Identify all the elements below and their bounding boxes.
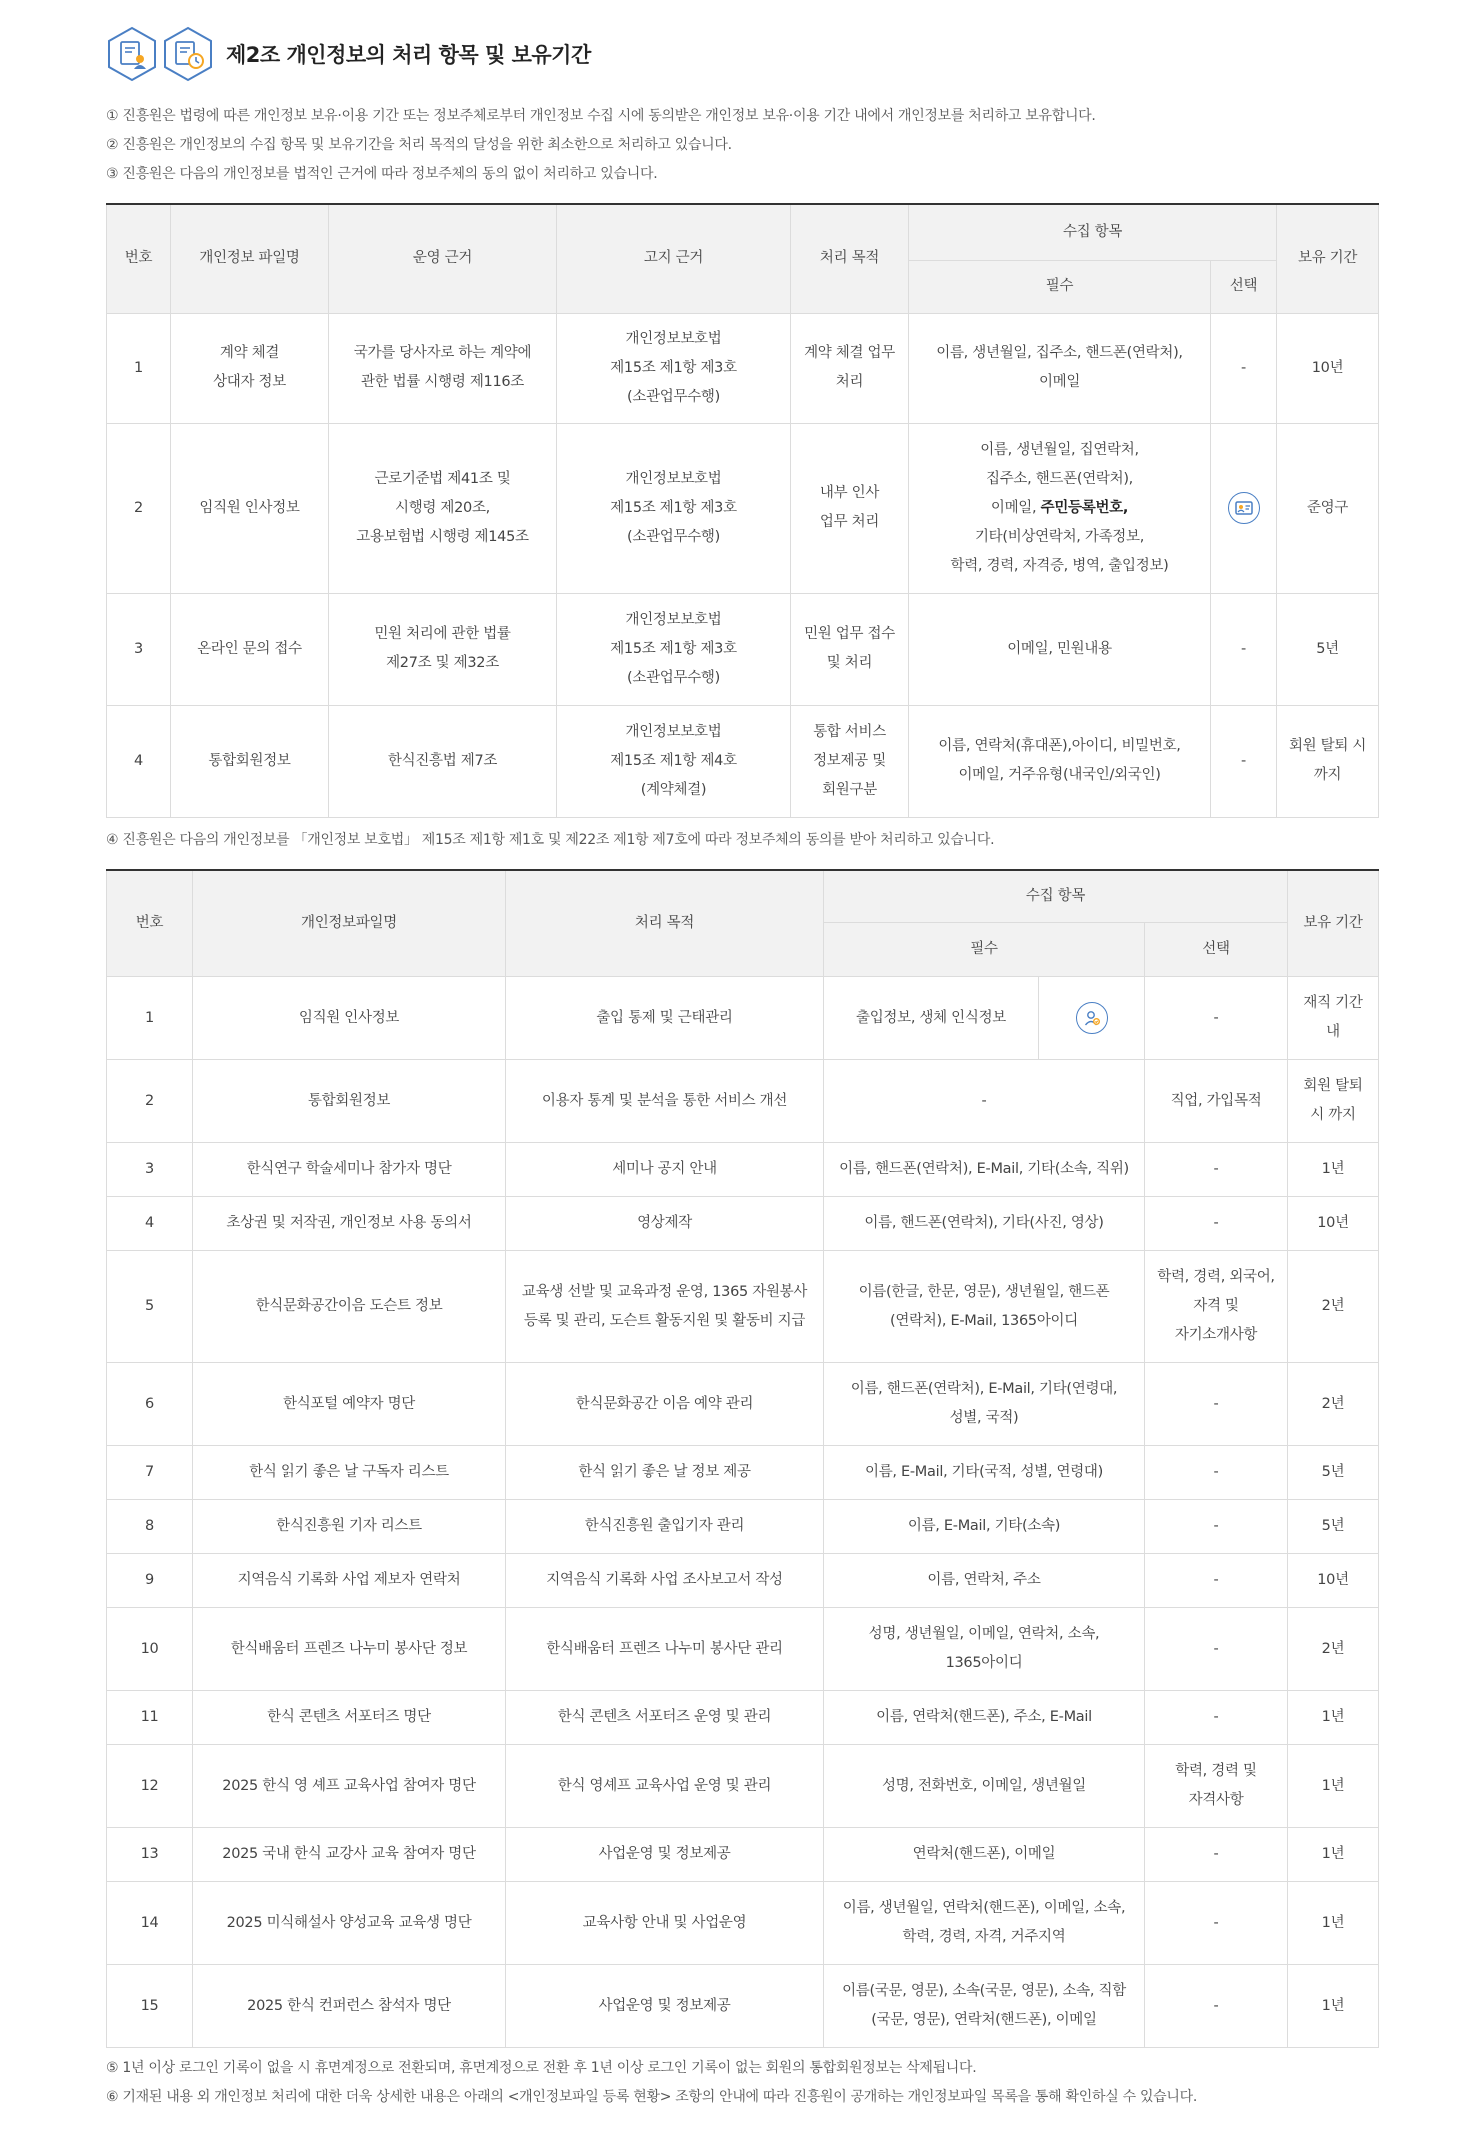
cell-file: 2025 한식 영 셰프 교육사업 참여자 명단 xyxy=(193,1745,506,1828)
cell-retention: 10년 xyxy=(1288,1554,1379,1608)
biometric-icon xyxy=(1076,1002,1108,1034)
cell-purpose: 교육생 선발 및 교육과정 운영, 1365 자원봉사 등록 및 관리, 도슨트 활동지원 및 활동비 지급 xyxy=(506,1251,824,1363)
cell-no: 6 xyxy=(107,1363,193,1446)
cell-required: 이름, 생년월일, 집주소, 핸드폰(연락처), 이메일 xyxy=(909,313,1211,423)
cell-op-basis: 한식진흥법 제7조 xyxy=(329,705,557,817)
cell-retention: 회원 탈퇴 시 까지 xyxy=(1288,1060,1379,1143)
cell-retention: 10년 xyxy=(1288,1197,1379,1251)
intro-notes xyxy=(106,102,1378,189)
cell-optional: - xyxy=(1145,1446,1288,1500)
cell-required: 이름, 연락처(핸드폰), 주소, E-Mail xyxy=(824,1691,1145,1745)
cell-notice-basis: 개인정보보호법 제15조 제1항 제3호 (소관업무수행) xyxy=(557,593,791,705)
cell-file: 임직원 인사정보 xyxy=(193,977,506,1060)
cell-required: 성명, 생년월일, 이메일, 연락처, 소속, 1365아이디 xyxy=(824,1608,1145,1691)
cell-retention: 1년 xyxy=(1288,1143,1379,1197)
cell-purpose: 영상제작 xyxy=(506,1197,824,1251)
table-row xyxy=(107,593,1379,705)
th-retention: 보유 기간 xyxy=(1277,204,1379,313)
th-required: 필수 xyxy=(909,260,1211,313)
cell-required-icon xyxy=(1039,977,1145,1060)
cell-file: 온라인 문의 접수 xyxy=(171,593,329,705)
table-row xyxy=(107,1965,1379,2048)
cell-file: 한식배움터 프렌즈 나누미 봉사단 정보 xyxy=(193,1608,506,1691)
footer-notes xyxy=(106,2054,1378,2112)
cell-optional: - xyxy=(1145,1143,1288,1197)
note-3: ③ 진흥원은 다음의 개인정보를 법적인 근거에 따라 정보주체의 동의 없이 처리하고 있습니다. xyxy=(106,166,658,182)
cell-no: 1 xyxy=(107,313,171,423)
cell-retention: 재직 기간 내 xyxy=(1288,977,1379,1060)
cell-retention: 2년 xyxy=(1288,1363,1379,1446)
cell-required: 이메일, 민원내용 xyxy=(909,593,1211,705)
cell-optional: - xyxy=(1211,705,1277,817)
cell-no: 7 xyxy=(107,1446,193,1500)
note-2: ② 진흥원은 개인정보의 수집 항목 및 보유기간을 처리 목적의 달성을 위한 최소한으로 처리하고 있습니다. xyxy=(106,137,732,153)
table-row xyxy=(107,977,1379,1060)
th-retention: 보유 기간 xyxy=(1288,870,1379,977)
cell-optional: - xyxy=(1211,313,1277,423)
note-1: ① 진흥원은 법령에 따른 개인정보 보유·이용 기간 또는 정보주체로부터 개인정보 수집 시에 동의받은 개인정보 보유·이용 기간 내에서 개인정보를 처리하고 보유합니다. xyxy=(106,108,1096,124)
cell-optional: - xyxy=(1145,1554,1288,1608)
cell-purpose: 민원 업무 접수 및 처리 xyxy=(791,593,909,705)
cell-required: 출입정보, 생체 인식정보 xyxy=(824,977,1039,1060)
cell-no: 8 xyxy=(107,1500,193,1554)
cell-file: 한식 읽기 좋은 날 구독자 리스트 xyxy=(193,1446,506,1500)
cell-no: 4 xyxy=(107,1197,193,1251)
consent-note: ④ 진흥원은 다음의 개인정보를 「개인정보 보호법」 제15조 제1항 제1호 및 제22조 제1항 제7호에 따라 정보주체의 동의를 받아 처리하고 있습니다. xyxy=(106,831,995,848)
cell-retention: 1년 xyxy=(1288,1882,1379,1965)
cell-purpose: 교육사항 안내 및 사업운영 xyxy=(506,1882,824,1965)
table-row xyxy=(107,1882,1379,1965)
cell-retention: 10년 xyxy=(1277,313,1379,423)
table-row xyxy=(107,1060,1379,1143)
th-purpose: 처리 목적 xyxy=(791,204,909,313)
table-row xyxy=(107,1828,1379,1882)
th-file: 개인정보파일명 xyxy=(193,870,506,977)
cell-purpose: 한식 콘텐츠 서포터즈 운영 및 관리 xyxy=(506,1691,824,1745)
cell-purpose: 한식배움터 프렌즈 나누미 봉사단 관리 xyxy=(506,1608,824,1691)
cell-purpose: 지역음식 기록화 사업 조사보고서 작성 xyxy=(506,1554,824,1608)
table-row xyxy=(107,1197,1379,1251)
cell-retention: 회원 탈퇴 시 까지 xyxy=(1277,705,1379,817)
cell-purpose: 사업운영 및 정보제공 xyxy=(506,1828,824,1882)
table-row xyxy=(107,1446,1379,1500)
cell-no: 5 xyxy=(107,1251,193,1363)
cell-optional: - xyxy=(1145,977,1288,1060)
th-items: 수집 항목 xyxy=(909,204,1277,260)
cell-notice-basis: 개인정보보호법 제15조 제1항 제3호 (소관업무수행) xyxy=(557,313,791,423)
cell-no: 2 xyxy=(107,423,171,593)
cell-file: 지역음식 기록화 사업 제보자 연락처 xyxy=(193,1554,506,1608)
cell-retention: 1년 xyxy=(1288,1691,1379,1745)
cell-no: 13 xyxy=(107,1828,193,1882)
cell-retention: 1년 xyxy=(1288,1745,1379,1828)
th-required: 필수 xyxy=(824,923,1145,977)
cell-required: 이름, E-Mail, 기타(소속) xyxy=(824,1500,1145,1554)
th-op-basis: 운영 근거 xyxy=(329,204,557,313)
table-row xyxy=(107,1745,1379,1828)
cell-retention: 준영구 xyxy=(1277,423,1379,593)
cell-required: 이름, 생년월일, 집연락처, 집주소, 핸드폰(연락처), 이메일, 주민등록번호, 기타(비상연락처, 가족정보, 학력, 경력, 자격증, 병역, 출입정보) xyxy=(909,423,1211,593)
cell-required: 이름, 핸드폰(연락처), E-Mail, 기타(소속, 직위) xyxy=(824,1143,1145,1197)
cell-optional: - xyxy=(1145,1500,1288,1554)
cell-optional: - xyxy=(1145,1965,1288,2048)
cell-required: 이름, 연락처(휴대폰),아이디, 비밀번호, 이메일, 거주유형(내국인/외국인) xyxy=(909,705,1211,817)
th-purpose: 처리 목적 xyxy=(506,870,824,977)
cell-purpose: 출입 통제 및 근태관리 xyxy=(506,977,824,1060)
cell-retention: 2년 xyxy=(1288,1608,1379,1691)
cell-purpose: 계약 체결 업무 처리 xyxy=(791,313,909,423)
cell-optional: 직업, 가입목적 xyxy=(1145,1060,1288,1143)
cell-file: 임직원 인사정보 xyxy=(171,423,329,593)
cell-retention: 1년 xyxy=(1288,1965,1379,2048)
cell-retention: 5년 xyxy=(1288,1446,1379,1500)
cell-purpose: 한식 영셰프 교육사업 운영 및 관리 xyxy=(506,1745,824,1828)
note-5: ⑤ 1년 이상 로그인 기록이 없을 시 휴면계정으로 전환되며, 휴면계정으로 전환 후 1년 이상 로그인 기록이 없는 회원의 통합회원정보는 삭제됩니다. xyxy=(106,2060,977,2076)
cell-optional: - xyxy=(1145,1691,1288,1745)
section-header xyxy=(106,24,1378,84)
cell-notice-basis: 개인정보보호법 제15조 제1항 제4호 (계약체결) xyxy=(557,705,791,817)
cell-retention: 5년 xyxy=(1288,1500,1379,1554)
cell-optional: - xyxy=(1145,1197,1288,1251)
cell-no: 11 xyxy=(107,1691,193,1745)
cell-required: 이름, 핸드폰(연락처), 기타(사진, 영상) xyxy=(824,1197,1145,1251)
cell-required: 이름(국문, 영문), 소속(국문, 영문), 소속, 직함 (국문, 영문), 연락처(핸드폰), 이메일 xyxy=(824,1965,1145,2048)
table-row xyxy=(107,1554,1379,1608)
table-row xyxy=(107,1251,1379,1363)
cell-no: 1 xyxy=(107,977,193,1060)
cell-file: 한식진흥원 기자 리스트 xyxy=(193,1500,506,1554)
privacy-section xyxy=(106,24,1378,2112)
cell-op-basis: 민원 처리에 관한 법률 제27조 및 제32조 xyxy=(329,593,557,705)
cell-op-basis: 국가를 당사자로 하는 계약에 관한 법률 시행령 제116조 xyxy=(329,313,557,423)
cell-file: 한식포털 예약자 명단 xyxy=(193,1363,506,1446)
id-card-icon xyxy=(1228,492,1260,524)
th-optional: 선택 xyxy=(1211,260,1277,313)
table-row xyxy=(107,313,1379,423)
table-row xyxy=(107,1363,1379,1446)
table-row xyxy=(107,1691,1379,1745)
table-row xyxy=(107,1500,1379,1554)
cell-required: 성명, 전화번호, 이메일, 생년월일 xyxy=(824,1745,1145,1828)
cell-no: 10 xyxy=(107,1608,193,1691)
cell-no: 3 xyxy=(107,593,171,705)
cell-purpose: 세미나 공지 안내 xyxy=(506,1143,824,1197)
table-row xyxy=(107,423,1379,593)
cell-retention: 2년 xyxy=(1288,1251,1379,1363)
cell-optional: - xyxy=(1145,1608,1288,1691)
cell-file: 한식 콘텐츠 서포터즈 명단 xyxy=(193,1691,506,1745)
cell-retention: 5년 xyxy=(1277,593,1379,705)
cell-no: 12 xyxy=(107,1745,193,1828)
cell-file: 초상권 및 저작권, 개인정보 사용 동의서 xyxy=(193,1197,506,1251)
cell-optional: - xyxy=(1211,593,1277,705)
cell-notice-basis: 개인정보보호법 제15조 제1항 제3호 (소관업무수행) xyxy=(557,423,791,593)
th-file: 개인정보 파일명 xyxy=(171,204,329,313)
cell-no: 2 xyxy=(107,1060,193,1143)
consent-table xyxy=(106,869,1379,2049)
cell-purpose: 통합 서비스 정보제공 및 회원구분 xyxy=(791,705,909,817)
cell-file: 한식연구 학술세미나 참가자 명단 xyxy=(193,1143,506,1197)
cell-no: 15 xyxy=(107,1965,193,2048)
cell-no: 14 xyxy=(107,1882,193,1965)
document-clock-icon xyxy=(162,26,214,82)
cell-required: 이름, E-Mail, 기타(국적, 성별, 연령대) xyxy=(824,1446,1145,1500)
cell-optional: 학력, 경력, 외국어, 자격 및 자기소개사항 xyxy=(1145,1251,1288,1363)
cell-purpose: 이용자 통계 및 분석을 통한 서비스 개선 xyxy=(506,1060,824,1143)
cell-file: 한식문화공간이음 도슨트 정보 xyxy=(193,1251,506,1363)
cell-optional: 학력, 경력 및 자격사항 xyxy=(1145,1745,1288,1828)
th-no: 번호 xyxy=(107,870,193,977)
cell-purpose: 내부 인사 업무 처리 xyxy=(791,423,909,593)
cell-required: 이름, 생년월일, 연락처(핸드폰), 이메일, 소속, 학력, 경력, 자격, 거주지역 xyxy=(824,1882,1145,1965)
cell-required: 이름, 연락처, 주소 xyxy=(824,1554,1145,1608)
legal-basis-table xyxy=(106,203,1379,818)
cell-purpose: 한식 읽기 좋은 날 정보 제공 xyxy=(506,1446,824,1500)
cell-required: 연락처(핸드폰), 이메일 xyxy=(824,1828,1145,1882)
th-notice-basis: 고지 근거 xyxy=(557,204,791,313)
note-6: ⑥ 기재된 내용 외 개인정보 처리에 대한 더욱 상세한 내용은 아래의 <개인정보파일 등록 현황> 조항의 안내에 따라 진흥원이 공개하는 개인정보파일 목록을 통해 확인하실 수 있습니다. xyxy=(106,2089,1197,2105)
cell-purpose: 사업운영 및 정보제공 xyxy=(506,1965,824,2048)
cell-no: 9 xyxy=(107,1554,193,1608)
cell-purpose: 한식문화공간 이음 예약 관리 xyxy=(506,1363,824,1446)
section-title: 제2조 개인정보의 처리 항목 및 보유기간 xyxy=(226,43,591,67)
cell-optional: - xyxy=(1145,1828,1288,1882)
cell-file: 통합회원정보 xyxy=(193,1060,506,1143)
th-items: 수집 항목 xyxy=(824,870,1288,923)
cell-optional: - xyxy=(1145,1363,1288,1446)
table-row xyxy=(107,1608,1379,1691)
resident-number-highlight: 주민등록번호, xyxy=(1040,499,1129,516)
th-optional: 선택 xyxy=(1145,923,1288,977)
cell-no: 3 xyxy=(107,1143,193,1197)
cell-retention: 1년 xyxy=(1288,1828,1379,1882)
table-row xyxy=(107,1143,1379,1197)
cell-file: 2025 한식 컨퍼런스 참석자 명단 xyxy=(193,1965,506,2048)
cell-required: 이름(한글, 한문, 영문), 생년월일, 핸드폰 (연락처), E-Mail, 1365아이디 xyxy=(824,1251,1145,1363)
cell-file: 계약 체결 상대자 정보 xyxy=(171,313,329,423)
document-person-icon xyxy=(106,26,158,82)
cell-optional: - xyxy=(1145,1882,1288,1965)
cell-op-basis: 근로기준법 제41조 및 시행령 제20조, 고용보험법 시행령 제145조 xyxy=(329,423,557,593)
cell-no: 4 xyxy=(107,705,171,817)
cell-required: - xyxy=(824,1060,1145,1143)
cell-file: 2025 미식해설사 양성교육 교육생 명단 xyxy=(193,1882,506,1965)
cell-optional xyxy=(1211,423,1277,593)
table-row xyxy=(107,705,1379,817)
cell-file: 통합회원정보 xyxy=(171,705,329,817)
cell-purpose: 한식진흥원 출입기자 관리 xyxy=(506,1500,824,1554)
cell-required: 이름, 핸드폰(연락처), E-Mail, 기타(연령대, 성별, 국적) xyxy=(824,1363,1145,1446)
cell-file: 2025 국내 한식 교강사 교육 참여자 명단 xyxy=(193,1828,506,1882)
th-no: 번호 xyxy=(107,204,171,313)
